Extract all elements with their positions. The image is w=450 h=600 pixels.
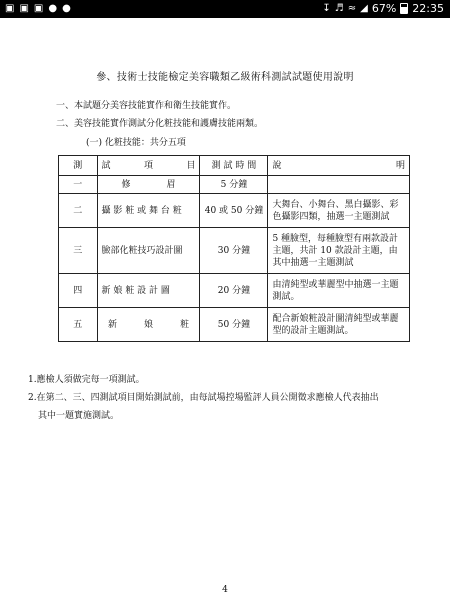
header-item-char: 目: [186, 160, 196, 171]
battery-icon: [400, 3, 408, 14]
page-number: 4: [222, 585, 228, 595]
signal-icon: ◢: [360, 2, 368, 14]
row-time: 20 分鐘: [200, 274, 268, 308]
row-time: 5 分鐘: [200, 176, 268, 194]
row-description: 大舞台、小舞台、黑白攝影、彩色攝影四類，抽選一主題測試: [268, 194, 410, 228]
row-description: 由清純型或華麗型中抽選一主題測試。: [268, 274, 410, 308]
section-item-1: 一、本試題分美容技能實作和衛生技能實作。: [56, 101, 237, 111]
document-page: [0, 18, 450, 600]
header-desc-char: 說: [272, 160, 282, 171]
section-item-2: 二、美容技能實作測試分化粧技能和護膚技能兩類。: [56, 119, 264, 129]
wifi-icon: ≈: [347, 2, 357, 14]
image-icon: ▣: [5, 3, 15, 14]
table-row: [59, 176, 410, 194]
table-row: [59, 308, 410, 342]
exam-table: [58, 155, 410, 342]
row-item: 攝 影 粧 或 舞 台 粧: [97, 194, 200, 228]
header-description: [268, 156, 410, 176]
battery-fill: [401, 7, 407, 13]
row-item: 臉部化粧技巧設計圖: [97, 228, 200, 274]
download-icon: ↧: [322, 2, 331, 14]
table-row: [59, 274, 410, 308]
header-number: 測: [59, 156, 98, 176]
row-time: 40 或 50 分鐘: [200, 194, 268, 228]
status-left-icons: [5, 3, 71, 15]
document-title: 參、技術士技能檢定美容職類乙級術科測試試題使用說明: [96, 72, 354, 83]
header-time: 測 試 時 間: [200, 156, 268, 176]
row-time: 30 分鐘: [200, 228, 268, 274]
note-1: 1.應檢人須做完每一項測試。: [28, 375, 145, 385]
row-number: 三: [59, 228, 98, 274]
image-icon: ▣: [19, 3, 29, 14]
status-right-icons: [322, 2, 444, 15]
row-time: 50 分鐘: [200, 308, 268, 342]
mute-icon: ♬: [334, 2, 344, 14]
notification-icon: ●: [48, 3, 58, 14]
header-item-char: 試: [101, 160, 111, 171]
row-item: 新 娘 粧: [97, 308, 200, 342]
header-item-char: 項: [144, 160, 154, 171]
clock: 22:35: [412, 2, 444, 15]
image-icon: ▣: [33, 3, 44, 14]
row-description: 配合新娘粧設計圖清純型或華麗型的設計主題測試。: [268, 308, 410, 342]
subsection-makeup: (一) 化粧技能：共分五項: [86, 138, 186, 148]
notification-icon: ●: [62, 3, 71, 14]
note-2-line-2: 其中一題實施測試。: [38, 411, 120, 421]
header-item: [97, 156, 200, 176]
table-row: [59, 194, 410, 228]
row-number: 四: [59, 274, 98, 308]
header-desc-char: 明: [395, 160, 405, 171]
note-2-line-1: 2.在第二、三、四測試項目開始測試前，由每試場控場監評人員公開徵求應檢人代表抽出: [28, 393, 379, 403]
battery-percent: 67%: [371, 2, 397, 15]
status-bar: [0, 0, 450, 18]
row-number: 五: [59, 308, 98, 342]
row-description: [268, 176, 410, 194]
row-description: 5 種臉型，每種臉型有兩款設計主題，共計 10 款設計主題，由其中抽選一主題測試: [268, 228, 410, 274]
row-item: 修 眉: [97, 176, 200, 194]
row-number: 二: [59, 194, 98, 228]
table-header-row: [59, 156, 410, 176]
row-number: 一: [59, 176, 98, 194]
row-item: 新 娘 粧 設 計 圖: [97, 274, 200, 308]
table-row: [59, 228, 410, 274]
